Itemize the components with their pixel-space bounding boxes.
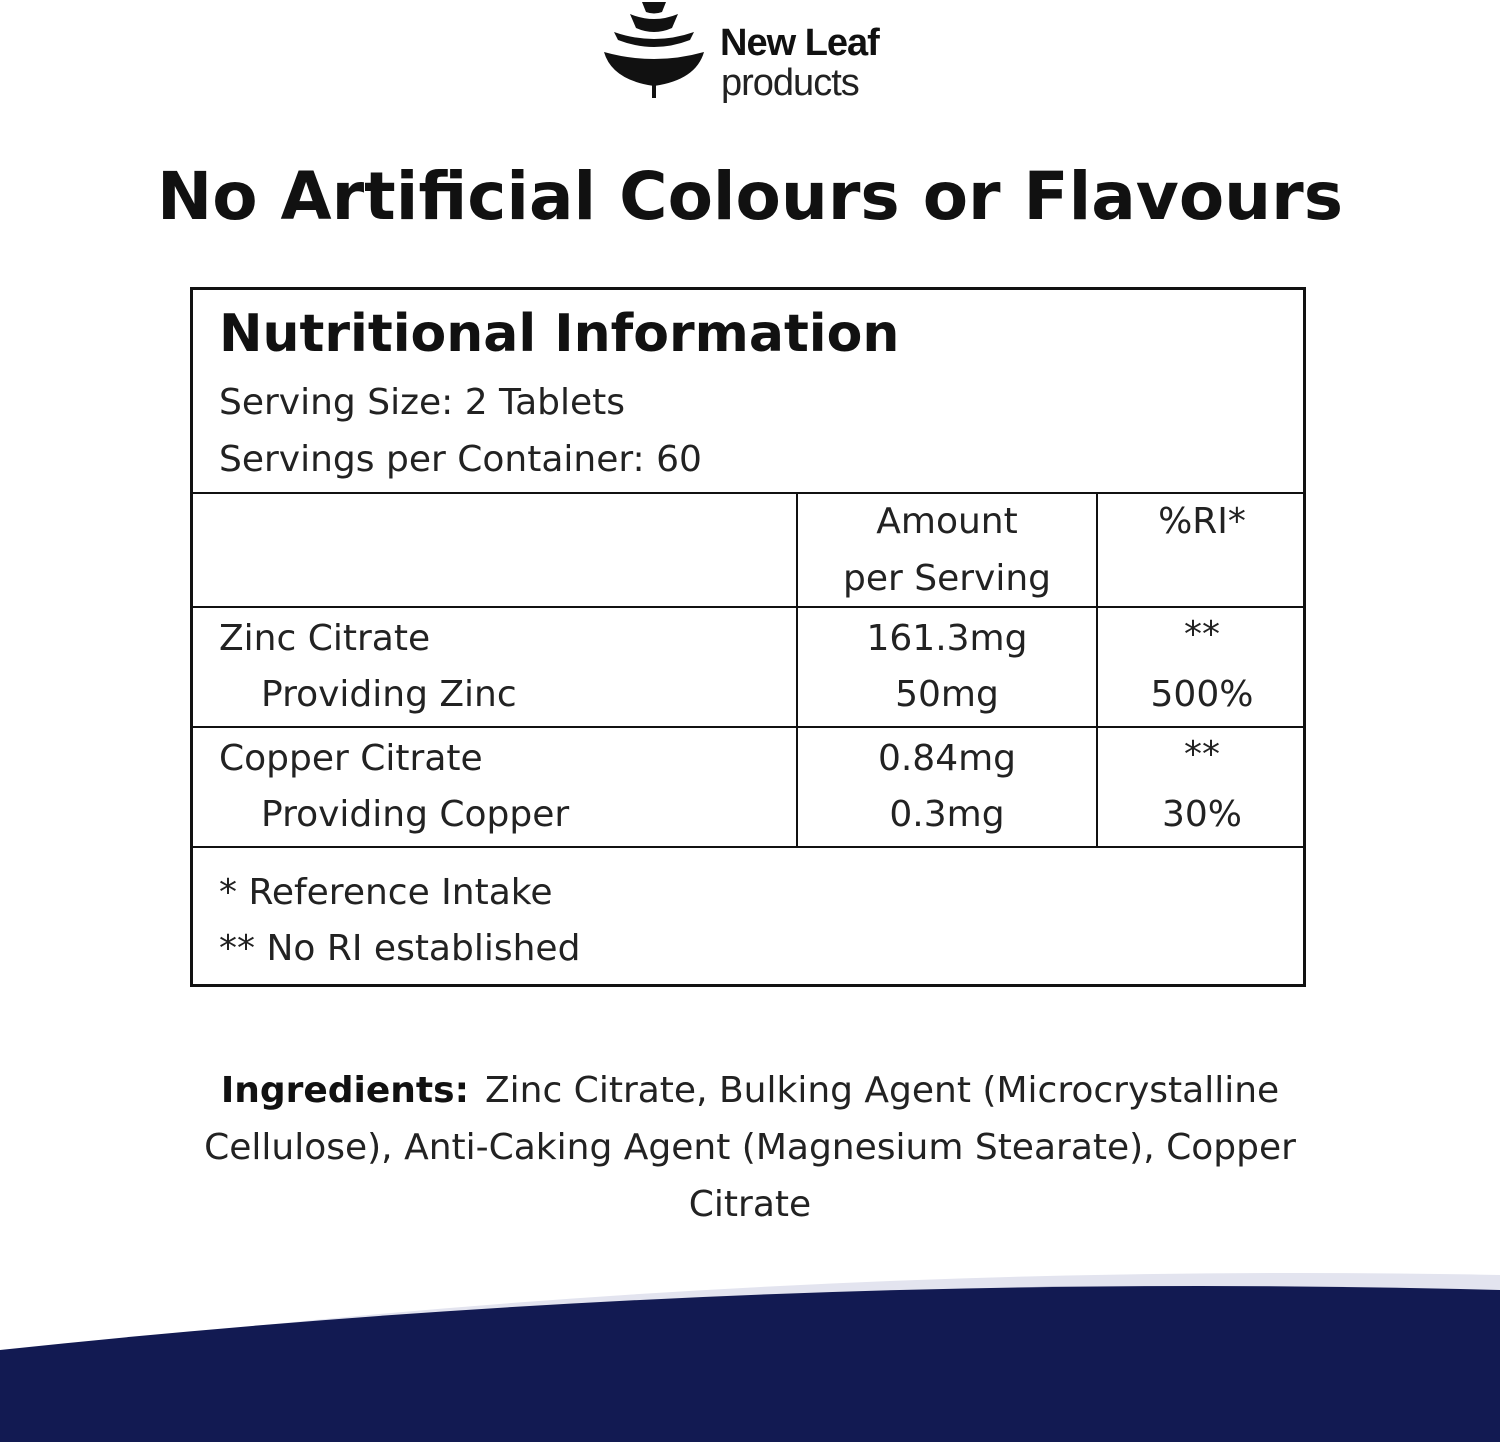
nutrient-amount: 161.3mg [866,618,1028,659]
column-header-ri: %RI* [1158,501,1246,542]
nutrient-ri: ** [1184,734,1220,775]
nutrient-sub-name: Providing Zinc [261,674,517,715]
ingredients-text: Zinc Citrate, Bulking Agent (Microcrystalline Cellulose), Anti-Caking Agent (Magnesium Stearate), Copper Citrate [204,1070,1296,1225]
nutrient-sub-ri: 30% [1161,794,1242,835]
nutrition-panel [190,287,1306,987]
column-divider [1096,492,1098,848]
wave-dark-band [0,1286,1500,1442]
column-header-amount-line1: Amount [876,501,1018,542]
table-row [193,608,1303,728]
nutrition-title: Nutritional Information [219,304,900,364]
brand-subname: products [721,62,859,104]
ingredients-block [150,1062,1350,1233]
layered-leaf-icon [600,0,710,100]
column-divider [796,492,798,848]
brand-name: New Leaf [720,22,879,64]
nutrient-amount: 0.84mg [877,738,1017,779]
nutrient-sub-ri: 500% [1150,674,1254,715]
nutrient-sub-amount: 50mg [895,674,999,715]
nutrient-ri: ** [1184,614,1220,655]
nutrition-header [193,290,1303,494]
serving-size: Serving Size: 2 Tablets [219,382,626,423]
footnote-no-ri: ** No RI established [219,928,581,969]
footnote-reference-intake: * Reference Intake [219,872,553,913]
decorative-wave [0,1270,1500,1442]
nutrient-name: Copper Citrate [219,738,483,779]
ingredients-label: Ingredients: [220,1070,469,1111]
nutrient-name: Zinc Citrate [219,618,431,659]
table-header-row [193,492,1303,608]
brand-logo [600,0,920,105]
table-row [193,728,1303,848]
nutrient-sub-amount: 0.3mg [889,794,1005,835]
servings-per-container: Servings per Container: 60 [219,439,702,480]
nutrition-footnotes [193,848,1303,984]
column-header-amount-line2: per Serving [842,558,1052,599]
page-headline: No Artificial Colours or Flavours [156,158,1343,235]
nutrient-sub-name: Providing Copper [261,794,570,835]
nutrition-table [193,492,1303,848]
